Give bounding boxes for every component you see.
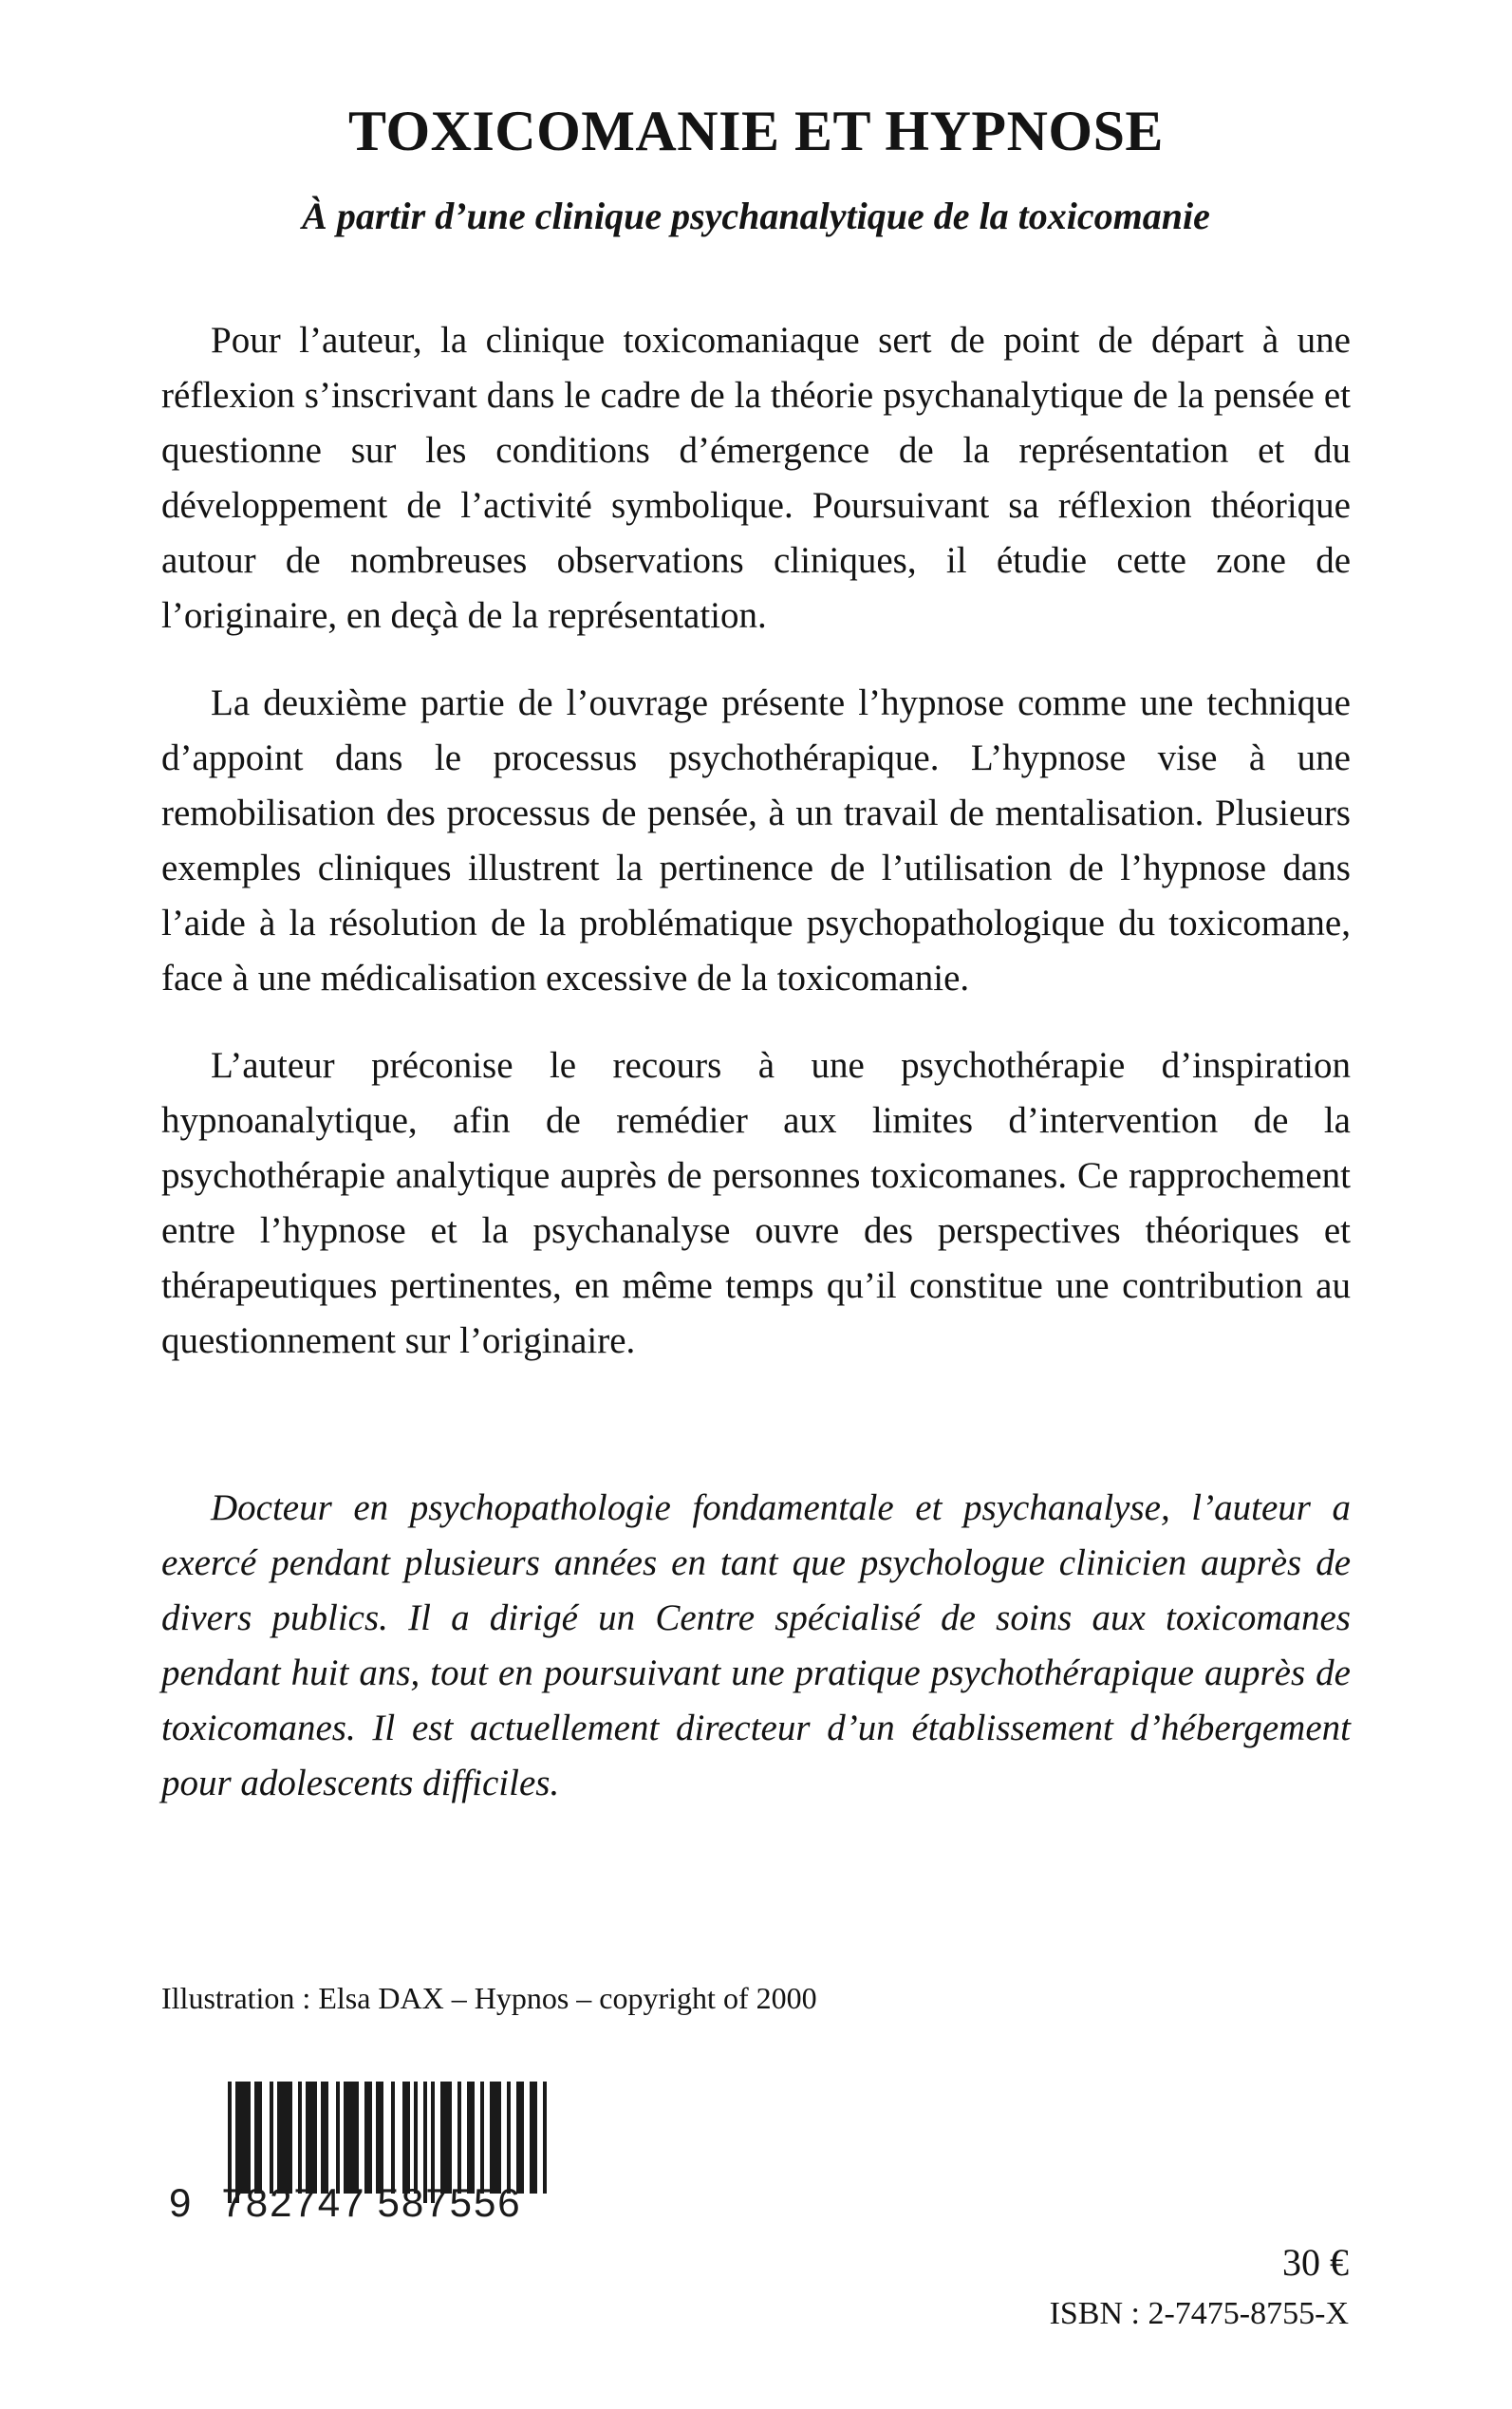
isbn: ISBN : 2-7475-8755-X	[1049, 2296, 1349, 2331]
blurb-paragraph: La deuxième partie de l’ouvrage présente l’hypnose comme une technique d’appoint dans le processus psychothérapique. L’hypnose vise à une remobilisation des processus de pensée, à un travail de mentalisation. Plusieurs exemples cliniques illustrent la pertinence de l’utilisation de l’hypnose dans l’aide à la résolution de la problématique psychopathologique du toxicomane, face à une médicalisation excessive de la toxicomanie.	[161, 682, 1351, 999]
page-title: TOXICOMANIE ET HYPNOSE	[348, 100, 1164, 162]
barcode-right-group: 587556	[377, 2180, 522, 2225]
barcode	[169, 2074, 568, 2226]
blurb-paragraph: L’auteur préconise le recours à une psychothérapie d’inspiration hypnoanalytique, afin de remédier aux limites d’intervention de la psychothérapie analytique auprès de personnes toxicomanes. Ce rapprochement entre l’hypnose et la psychanalyse ouvre des perspectives théoriques et thérapeutiques pertinentes, en même temps qu’il constitue une contribution au questionnement sur l’originaire.	[161, 1045, 1351, 1362]
barcode-lead-digit: 9	[169, 2180, 194, 2225]
illustration-credit: Illustration : Elsa DAX – Hypnos – copyright of 2000	[161, 1981, 817, 2015]
cover-footer	[161, 2074, 1351, 2359]
blurb-paragraphs	[161, 313, 1351, 1369]
cover-content	[161, 0, 1351, 2409]
barcode-left-group: 782747	[221, 2180, 366, 2225]
blurb-paragraph: Pour l’auteur, la clinique toxicomaniaque sert de point de départ à une réflexion s’inscrivant dans le cadre de la théorie psychanalytique de la pensée et questionne sur les conditions d’émergence de la représentation et du développement de l’activité symbolique. Poursuivant sa réflexion théorique autour de nombreuses observations cliniques, il étudie cette zone de l’originaire, en deçà de la représentation.	[161, 320, 1351, 637]
author-bio-block	[161, 1481, 1351, 1811]
page-subtitle: À partir d’une clinique psychanalytique de la toxicomanie	[302, 195, 1210, 238]
price: 30 €	[1282, 2241, 1349, 2284]
price-isbn-block	[1050, 2240, 1349, 2335]
author-bio: Docteur en psychopathologie fondamentale et psychanalyse, l’auteur a exercé pendant plusieurs années en tant que psychologue clinicien auprès de divers publics. Il a dirigé un Centre spécialisé de soins aux toxicomanes pendant huit ans, tout en poursuivant une pratique psychothérapique auprès de toxicomanes. Il est actuellement directeur d’un établissement d’hébergement pour adolescents difficiles.	[161, 1487, 1351, 1804]
